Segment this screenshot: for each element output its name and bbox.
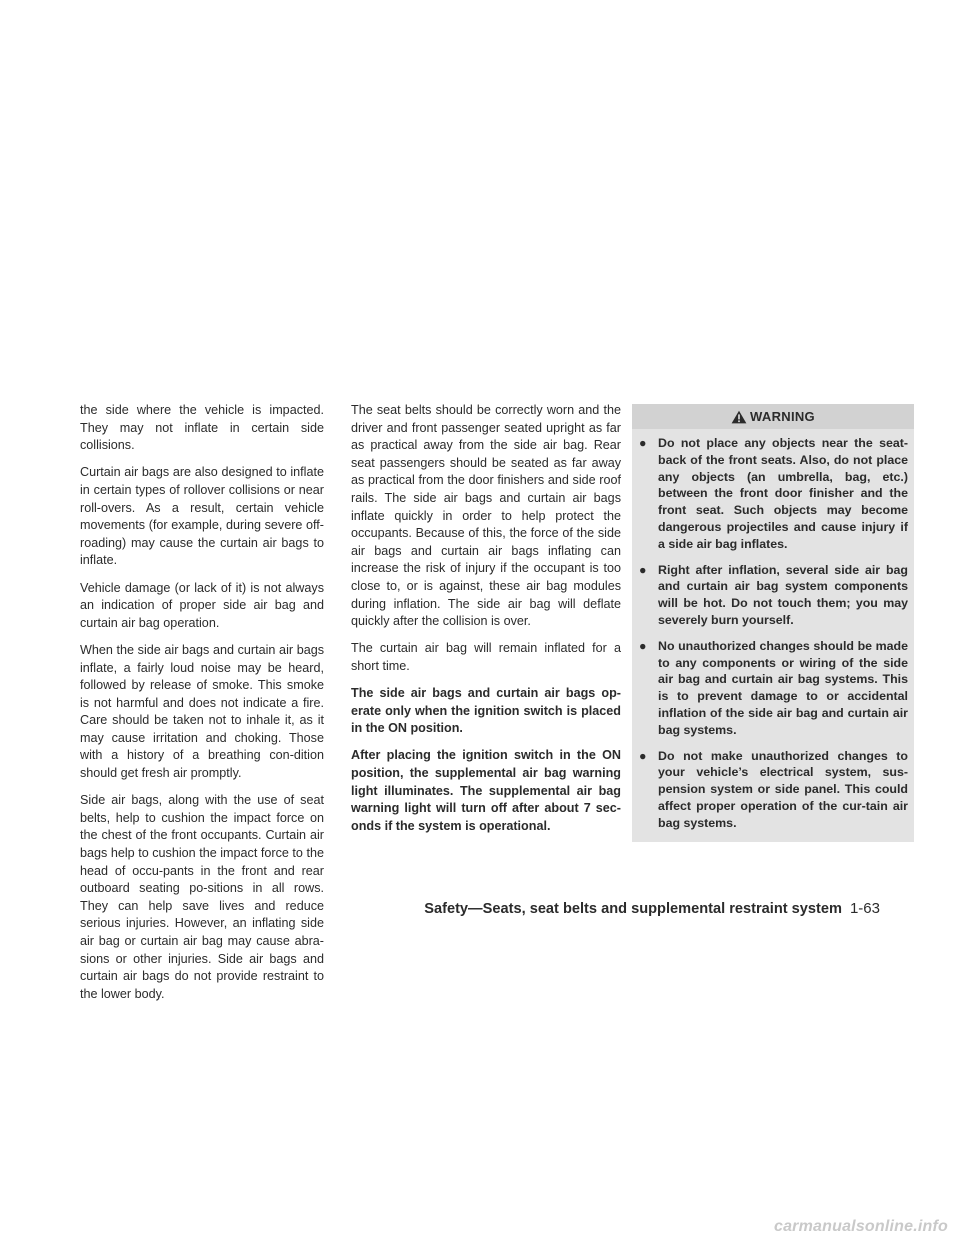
paragraph: The seat belts should be correctly worn and the driver and front passenger seated upright as far as practical away from the side air bag. Rear seat passengers should be seated as far away as practical from the door finishers and side roof rails. The side air bags and curtain air bags inflate quickly in order to help protect the occupants. Because of this, the force of the side air bags and curtain air bags inflating can increase the risk of injury if the occupant is too close to, or is against, these air bag modules during inflation. The side air bag will deflate quickly after the collision is over. (351, 403, 621, 629)
left-text-column (80, 402, 324, 1013)
warning-item-text: Do not place any objects near the seat-back of the front seats. Also, do not place any objects (an umbrella, bag, etc.) between the front door finisher and the front seat. Such objects may become dangerous projectiles and cause injury if a side air bag inflates. (658, 436, 908, 551)
paragraph: The curtain air bag will remain inflated for a short time. (351, 641, 621, 673)
bullet: ● (639, 436, 647, 450)
warning-item-text: Do not make unauthorized changes to your vehicle’s electrical system, sus-pension system or side panel. This could affect proper operation of the cur-tain air bag systems. (658, 748, 908, 830)
warning-item (638, 638, 908, 739)
bullet: ● (639, 748, 647, 763)
section-title: Safety—Seats, seat belts and supplemental restraint system (424, 901, 842, 917)
warning-item-text: No unauthorized changes should be made to any components or wiring of the side air bag and curtain air bag systems. This is to prevent damage to or accidental inflation of the side air bag and curtain air bag systems. (658, 638, 908, 737)
warning-item (638, 748, 908, 832)
paragraph: Side air bags, along with the use of seat belts, help to cushion the impact force on the chest of the front occupants. Curtain air bags help to cushion the impact force to the head of occu-pants in the front and rear outboard seating po-sitions in all rows. They can help save lives and reduce serious injuries. However, an inflating side air bag or curtain air bag may cause abra-sions or other injuries. Side air bags and curtain air bags do not provide restraint to the lower body. (80, 793, 324, 1001)
watermark: carmanualsonline.info (773, 1218, 948, 1235)
paragraph: Curtain air bags are also designed to inflate in certain types of rollover collisions or near roll-overs. As a result, certain vehicle movements (for example, during severe off-roading) may cause the curtain air bags to inflate. (80, 465, 324, 568)
warning-header (632, 404, 914, 429)
bold-paragraph: The side air bags and curtain air bags op-erate only when the ignition switch is placed in the ON position. (351, 686, 621, 736)
paragraph: the side where the vehicle is impacted. They may not inflate in certain side collisions. (80, 403, 324, 453)
page-footer (424, 900, 880, 917)
bullet: ● (639, 562, 647, 577)
page-number: 1-63 (849, 900, 880, 917)
middle-text-column (351, 402, 621, 845)
paragraph: Vehicle damage (or lack of it) is not always an indication of proper side air bag and curtain air bag operation. (80, 580, 324, 630)
warning-title: WARNING (750, 409, 815, 424)
warning-item-text: Right after inflation, several side air bag and curtain air bag system components will be hot. Do not touch them; you may severely burn yourself. (658, 562, 908, 627)
warning-box (632, 404, 914, 842)
bold-paragraph: After placing the ignition switch in the ON position, the supplemental air bag warning light illuminates. The supplemental air bag warning light will turn off after about 7 sec-onds if the system is operational. (351, 748, 621, 833)
bullet: ● (639, 638, 647, 653)
warning-item (638, 435, 908, 553)
warning-list (632, 429, 914, 832)
warning-item (638, 562, 908, 629)
paragraph: When the side air bags and curtain air bags inflate, a fairly loud noise may be heard, followed by release of smoke. This smoke is not harmful and does not indicate a fire. Care should be taken not to inhale it, as it may cause irritation and choking. Those with a history of a breathing con-dition should get fresh air promptly. (80, 642, 324, 781)
warning-triangle-icon (731, 410, 747, 424)
